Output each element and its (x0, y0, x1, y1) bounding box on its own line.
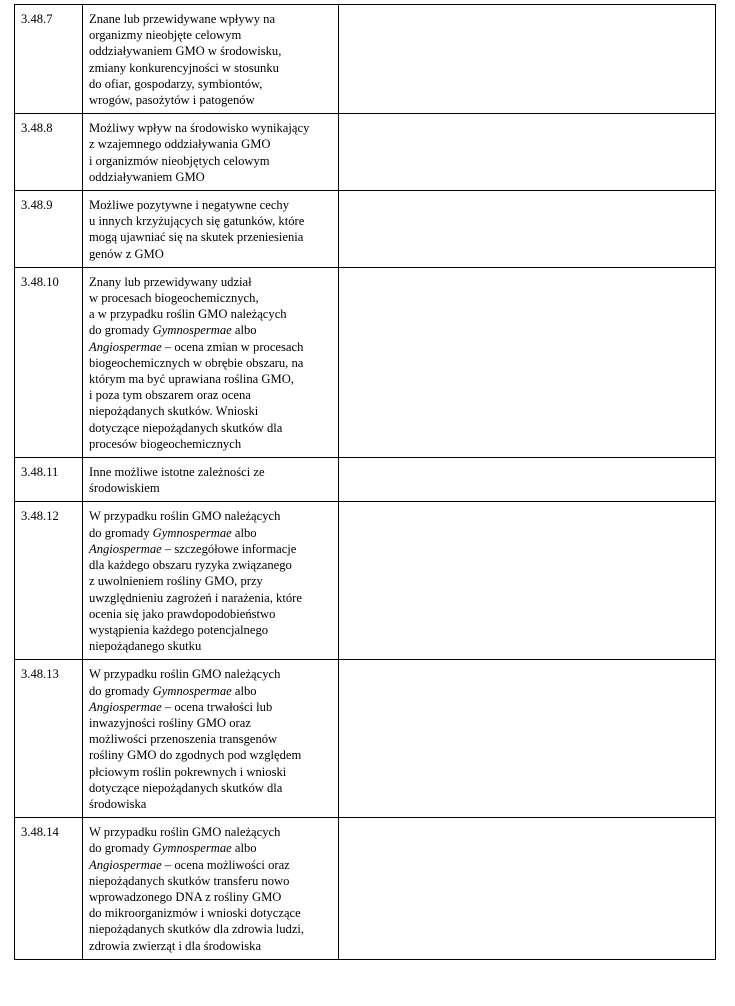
description-line: a w przypadku roślin GMO należących (89, 307, 287, 322)
item-description (83, 5, 339, 114)
description-line: Znany lub przewidywany udział (89, 274, 252, 289)
response-cell[interactable] (339, 114, 716, 191)
table-row (15, 267, 716, 457)
description-line (89, 541, 332, 557)
description-line: wrogów, pasożytów i patogenów (89, 93, 255, 108)
table-row (15, 502, 716, 660)
response-cell[interactable] (339, 660, 716, 818)
description-line: zdrowia zwierząt i dla środowiska (89, 938, 262, 953)
item-number: 3.48.11 (15, 458, 83, 502)
description-line: płciowym roślin pokrewnych i wnioski (89, 764, 287, 779)
description-line: i poza tym obszarem oraz ocena (89, 388, 251, 403)
description-line (89, 683, 332, 699)
item-description (83, 191, 339, 268)
description-line: Możliwe pozytywne i negatywne cechy (89, 198, 290, 213)
description-line: organizmy nieobjęte celowym (89, 28, 242, 43)
item-description (83, 660, 339, 818)
line-text: albo (231, 841, 257, 856)
description-line: W przypadku roślin GMO należących (89, 509, 281, 524)
description-line: do ofiar, gospodarzy, symbiontów, (89, 76, 263, 91)
item-number: 3.48.14 (15, 818, 83, 960)
item-number: 3.48.12 (15, 502, 83, 660)
description-line: uwzględnieniu zagrożeń i narażenia, które (89, 590, 302, 605)
requirements-table (14, 4, 716, 960)
description-line: niepożądanych skutków dla zdrowia ludzi, (89, 922, 305, 937)
description-line (89, 857, 332, 873)
description-line: dotyczące niepożądanych skutków dla (89, 420, 283, 435)
description-line: zmiany konkurencyjności w stosunku (89, 60, 279, 75)
item-number: 3.48.7 (15, 5, 83, 114)
description-line: u innych krzyżujących się gatunków, które (89, 214, 305, 229)
description-line: Możliwy wpływ na środowisko wynikający (89, 121, 310, 136)
description-line (89, 339, 332, 355)
description-line: oddziaływaniem GMO w środowisku, (89, 44, 282, 59)
taxon-name: Gymnospermae (152, 683, 232, 698)
line-text: do gromady (89, 683, 153, 698)
description-line: i organizmów nieobjętych celowym (89, 153, 270, 168)
item-description (83, 267, 339, 457)
table-row (15, 114, 716, 191)
taxon-name: Angiospermae (89, 699, 162, 714)
table-row (15, 818, 716, 960)
description-line: rośliny GMO do zgodnych pod względem (89, 748, 302, 763)
description-line (89, 322, 332, 338)
item-description (83, 502, 339, 660)
taxon-name: Angiospermae (89, 339, 162, 354)
response-cell[interactable] (339, 502, 716, 660)
item-description (83, 114, 339, 191)
description-line: mogą ujawniać się na skutek przeniesienia (89, 230, 304, 245)
table-row (15, 660, 716, 818)
item-number: 3.48.13 (15, 660, 83, 818)
description-line: wystąpienia każdego potencjalnego (89, 622, 269, 637)
description-line: oddziaływaniem GMO (89, 169, 205, 184)
line-text: – ocena możliwości oraz (161, 857, 290, 872)
description-line: W przypadku roślin GMO należących (89, 825, 281, 840)
description-line: w procesach biogeochemicznych, (89, 291, 259, 306)
item-number: 3.48.9 (15, 191, 83, 268)
table-row (15, 5, 716, 114)
description-line: Inne możliwe istotne zależności ze (89, 465, 265, 480)
item-number: 3.48.8 (15, 114, 83, 191)
item-description (83, 458, 339, 502)
item-number: 3.48.10 (15, 267, 83, 457)
description-line: którym ma być uprawiana roślina GMO, (89, 372, 294, 387)
line-text: – ocena zmian w procesach (161, 339, 304, 354)
table-row (15, 458, 716, 502)
description-line: dotyczące niepożądanych skutków dla (89, 780, 283, 795)
taxon-name: Angiospermae (89, 541, 162, 556)
description-line: biogeochemicznych w obrębie obszaru, na (89, 355, 304, 370)
response-cell[interactable] (339, 458, 716, 502)
taxon-name: Angiospermae (89, 857, 162, 872)
description-line: niepożądanych skutków transferu nowo (89, 873, 290, 888)
description-line: niepożądanego skutku (89, 639, 202, 654)
description-line: dla każdego obszaru ryzyka związanego (89, 558, 292, 573)
description-line: do mikroorganizmów i wnioski dotyczące (89, 906, 301, 921)
description-line: genów z GMO (89, 246, 164, 261)
line-text: – szczegółowe informacje (161, 541, 297, 556)
description-line: wprowadzonego DNA z rośliny GMO (89, 889, 282, 904)
line-text: albo (231, 323, 257, 338)
taxon-name: Gymnospermae (152, 841, 232, 856)
line-text: do gromady (89, 323, 153, 338)
description-line: Znane lub przewidywane wpływy na (89, 12, 276, 26)
response-cell[interactable] (339, 5, 716, 114)
response-cell[interactable] (339, 267, 716, 457)
taxon-name: Gymnospermae (152, 525, 232, 540)
description-line: ocenia się jako prawdopodobieństwo (89, 606, 276, 621)
line-text: albo (231, 525, 257, 540)
description-line: z wzajemnego oddziaływania GMO (89, 137, 271, 152)
response-cell[interactable] (339, 818, 716, 960)
description-line: z uwolnieniem rośliny GMO, przy (89, 574, 263, 589)
description-line: środowiskiem (89, 481, 160, 496)
line-text: do gromady (89, 841, 153, 856)
description-line (89, 840, 332, 856)
description-line: możliwości przenoszenia transgenów (89, 732, 278, 747)
description-line: W przypadku roślin GMO należących (89, 667, 281, 682)
line-text: do gromady (89, 525, 153, 540)
line-text: albo (231, 683, 257, 698)
description-line (89, 699, 332, 715)
response-cell[interactable] (339, 191, 716, 268)
table-body (15, 5, 716, 960)
description-line: niepożądanych skutków. Wnioski (89, 404, 259, 419)
description-line: środowiska (89, 796, 147, 811)
item-description (83, 818, 339, 960)
description-line: inwazyjności rośliny GMO oraz (89, 715, 251, 730)
line-text: – ocena trwałości lub (161, 699, 273, 714)
taxon-name: Gymnospermae (152, 323, 232, 338)
table-row (15, 191, 716, 268)
description-line: procesów biogeochemicznych (89, 436, 242, 451)
description-line (89, 525, 332, 541)
